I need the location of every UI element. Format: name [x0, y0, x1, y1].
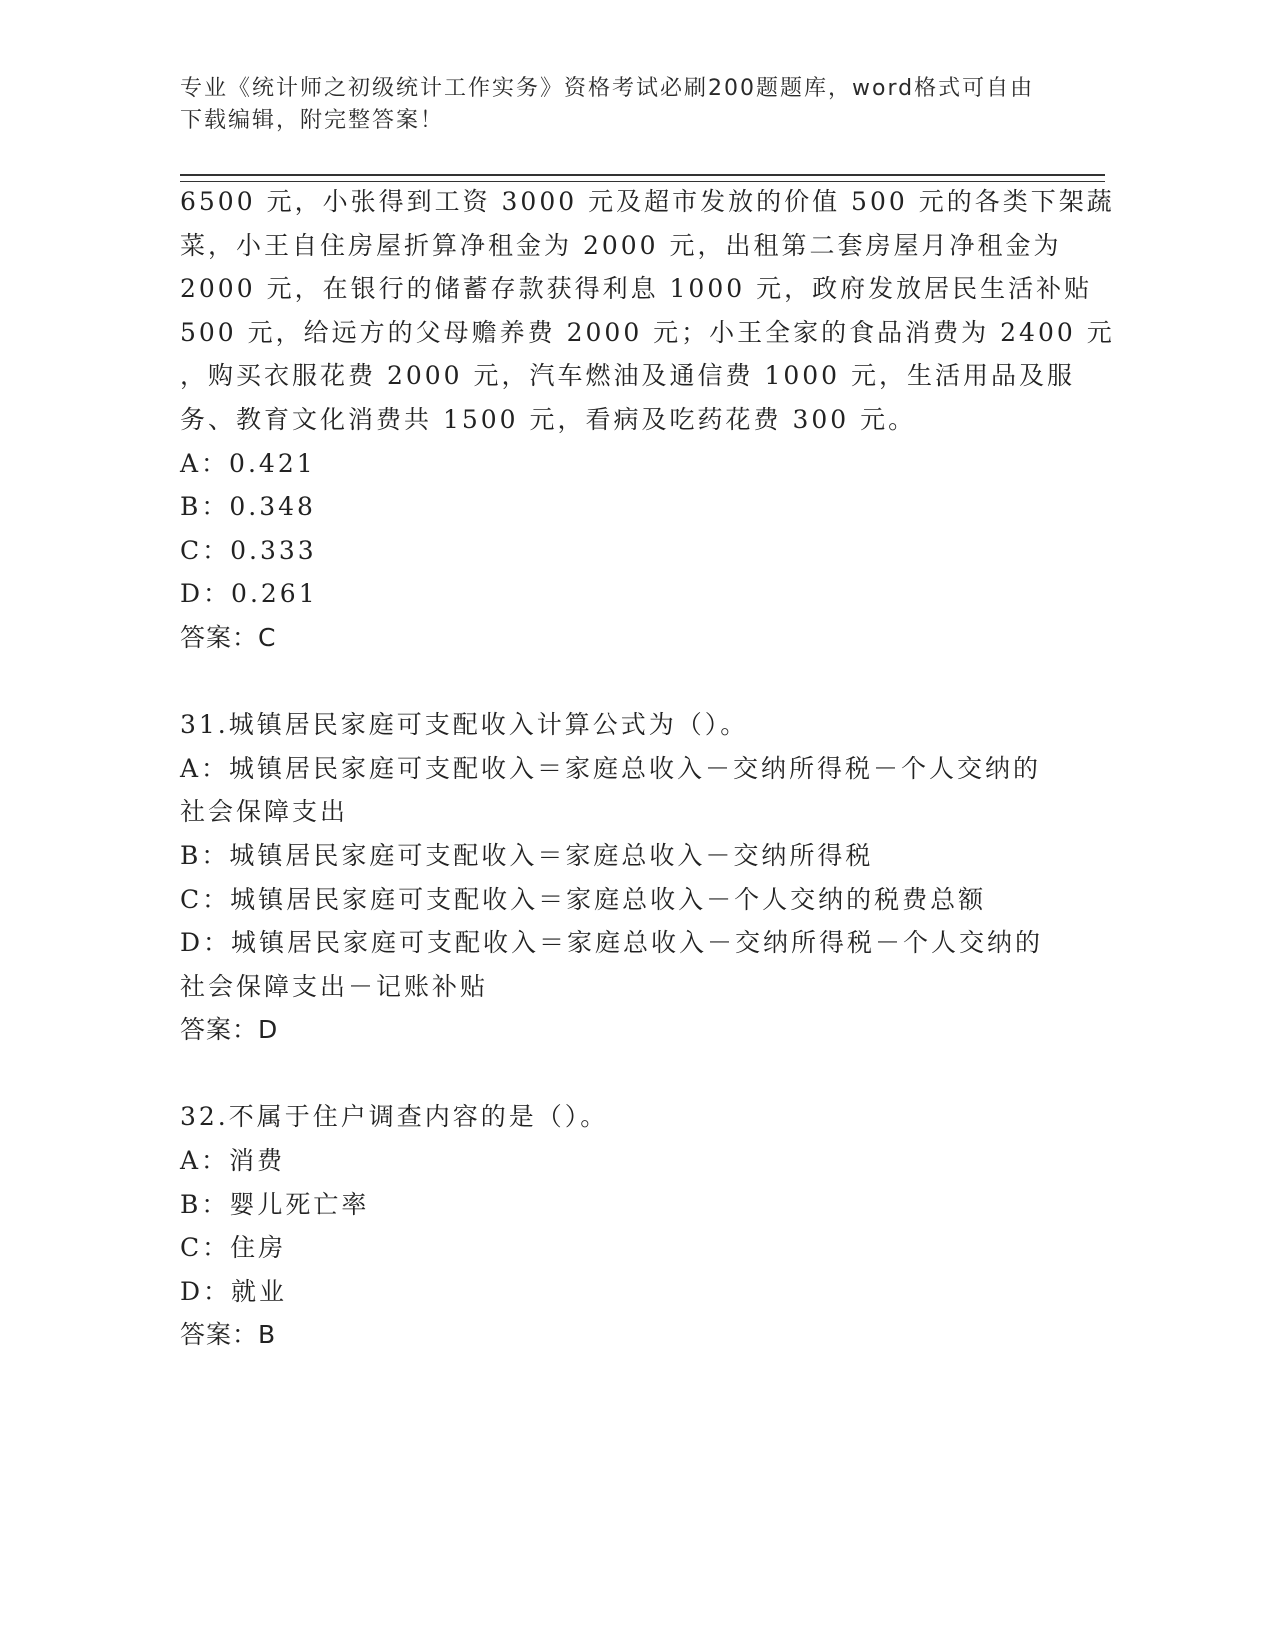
- text-line: 2000 元，在银行的储蓄存款获得利息 1000 元，政府发放居民生活补贴: [180, 274, 1093, 304]
- option-c: C：城镇居民家庭可支配收入＝家庭总收入－个人交纳的税费总额: [180, 884, 987, 914]
- document-body: [180, 180, 1115, 1357]
- text-line: 6500 元，小张得到工资 3000 元及超市发放的价值 500 元的各类下架蔬: [180, 187, 1115, 216]
- text-line: 务、教育文化消费共 1500 元，看病及吃药花费 300 元。: [180, 404, 917, 434]
- header-divider-thick: [180, 174, 1105, 176]
- option-c: C：住房: [180, 1233, 287, 1263]
- option-b: B：婴儿死亡率: [180, 1189, 370, 1219]
- text-line: 500 元，给远方的父母赡养费 2000 元；小王全家的食品消费为 2400 元: [180, 317, 1115, 347]
- option-d: D：城镇居民家庭可支配收入＝家庭总收入－交纳所得税－个人交纳的: [180, 928, 1044, 958]
- header-line-2: 下载编辑，附完整答案！: [180, 108, 445, 133]
- answer-30: 答案：C: [180, 622, 277, 652]
- option-c: C：0.333: [180, 535, 317, 565]
- option-a: A：城镇居民家庭可支配收入＝家庭总收入－交纳所得税－个人交纳的: [180, 753, 1042, 783]
- spacer: [180, 660, 1060, 704]
- option-a-continued: 社会保障支出: [180, 797, 349, 827]
- option-d: D：就业: [180, 1276, 288, 1306]
- option-a: A：消费: [180, 1146, 286, 1176]
- option-d-continued: 社会保障支出－记账补贴: [180, 971, 489, 1001]
- text-line: ，购买衣服花费 2000 元，汽车燃油及通信费 1000 元，生活用品及服: [180, 361, 1076, 391]
- option-b: B：城镇居民家庭可支配收入＝家庭总收入－交纳所得税: [180, 840, 874, 870]
- option-d: D：0.261: [180, 579, 318, 609]
- question-30-text: [180, 180, 1115, 442]
- text-line: 菜，小王自住房屋折算净租金为 2000 元，出租第二套房屋月净租金为: [180, 230, 1062, 260]
- document-header: [180, 73, 1080, 137]
- question-31: 31.城镇居民家庭可支配收入计算公式为（）。: [180, 710, 749, 740]
- answer-31: 答案：D: [180, 1015, 279, 1045]
- option-b: B：0.348: [180, 492, 316, 522]
- option-a: A：0.421: [180, 448, 316, 478]
- header-line-1: 专业《统计师之初级统计工作实务》资格考试必刷200题题库，word格式可自由: [180, 76, 1035, 101]
- spacer: [180, 1052, 1060, 1096]
- question-32: 32.不属于住户调查内容的是（）。: [180, 1102, 609, 1132]
- answer-32: 答案：B: [180, 1320, 277, 1350]
